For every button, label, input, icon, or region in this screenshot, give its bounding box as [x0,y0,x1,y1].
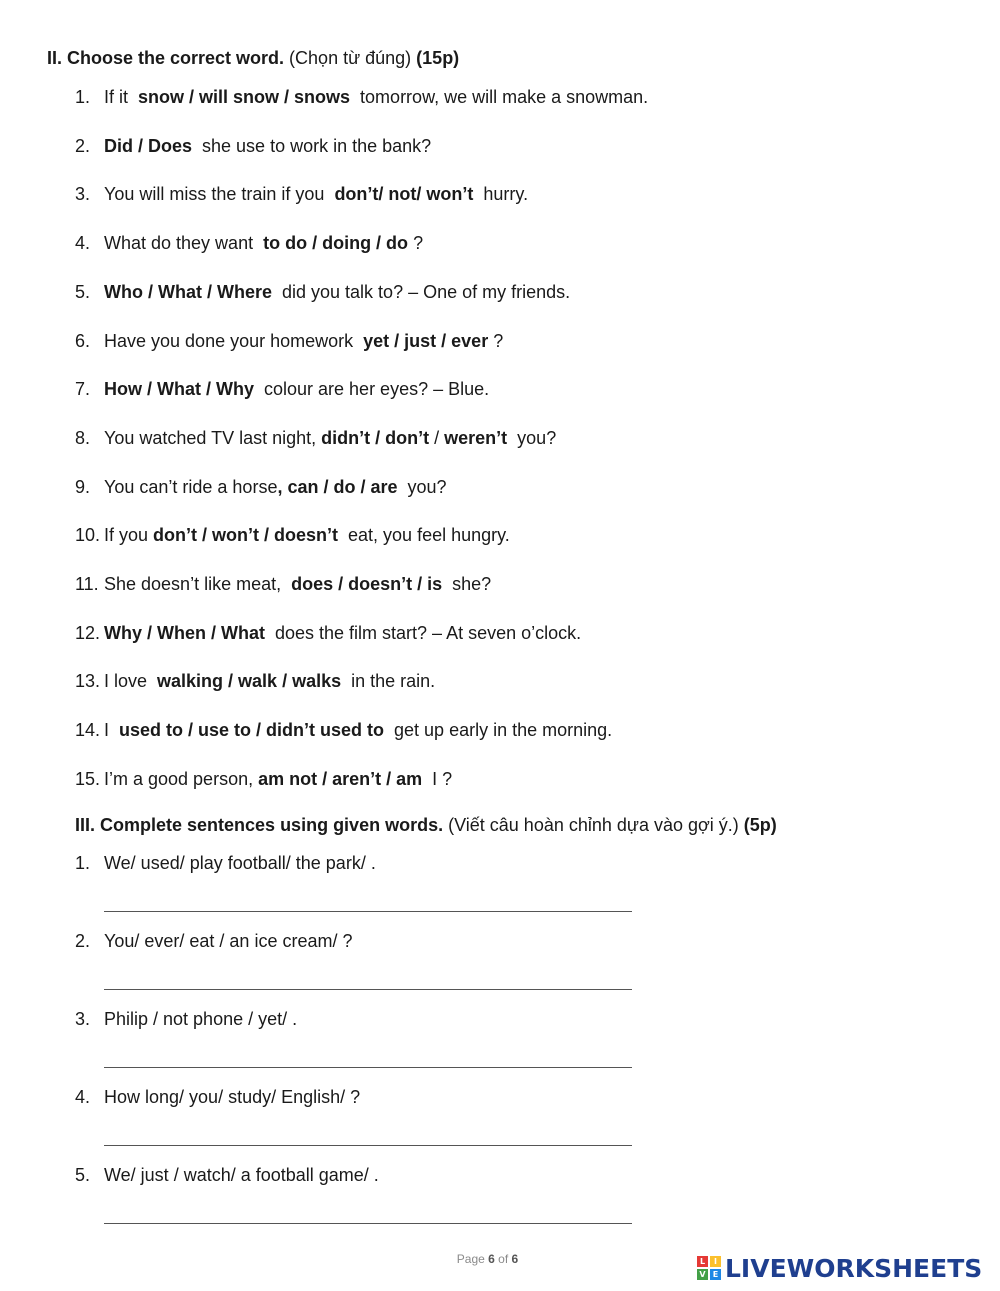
prompt-number: 1. [75,853,91,873]
question-text [104,427,556,449]
page-number: Page 6 of 6 [456,1252,519,1266]
logo-text: LIVEWORKSHEETS [725,1253,983,1283]
question-fragment: ? [488,330,504,351]
question-fragment: colour are her eyes? – Blue. [254,379,490,400]
question-number: 13. [75,671,101,692]
question-fragment: she use to work in the bank? [192,135,432,156]
question-fragment: you? [397,476,447,497]
prompt-text: Philip / not phone / yet/ . [104,1009,298,1029]
question-fragment: get up early in the morning. [384,720,613,741]
prompt-text: We/ used/ play football/ the park/ . [104,853,376,873]
prompt-number: 5. [75,1165,91,1185]
logo-square: I [710,1256,721,1267]
section-2-points: (15p) [416,48,460,68]
question-fragment: does the film start? – At seven o’clock. [264,622,582,643]
question-number: 11. [75,574,99,594]
question-fragment: You watched TV last night, [104,427,322,448]
prompt-number: 4. [75,1087,91,1107]
section-2-title: II. Choose the correct word. [47,48,285,68]
question-number: 15. [75,768,101,789]
question-number: 1. [75,87,91,107]
question-text [104,281,570,303]
question-fragment: tomorrow, we will make a snowman. [350,87,649,107]
prompt-text: How long/ you/ study/ English/ ? [104,1087,361,1107]
question-fragment: What do they want [104,233,264,254]
question-fragment: / [429,427,445,448]
answer-line[interactable] [104,989,632,990]
question-fragment: she? [442,574,492,594]
answer-line[interactable] [104,1223,632,1224]
question-text [104,378,489,400]
question-fragment: in the rain. [341,671,436,692]
answer-options: didn’t / don’t [321,427,430,448]
question-number: 8. [75,427,91,448]
question-fragment: I [104,720,120,741]
question-fragment: I love [104,671,158,692]
question-number: 9. [75,476,91,497]
question-number: 2. [75,135,91,156]
question-text [104,232,423,254]
question-number: 12. [75,622,101,643]
section-3-note: (Viết câu hoàn chỉnh dựa vào gợi ý.) [443,815,744,835]
answer-options: snow / will snow / snows [138,87,351,107]
answer-options: used to / use to / didn’t used to [119,720,385,741]
answer-options: don’t/ not/ won’t [334,184,474,205]
section-3-title: III. Complete sentences using given words. [75,815,444,835]
question-text [104,719,612,741]
question-number: 4. [75,233,91,254]
answer-line[interactable] [104,1145,632,1146]
question-fragment: I ? [422,768,453,789]
section-2-note: (Chọn từ đúng) [284,48,417,68]
answer-options: does / doesn’t / is [291,574,443,594]
question-fragment: did you talk to? – One of my friends. [272,281,571,302]
question-text [104,86,648,108]
logo-mark-icon [697,1256,721,1280]
question-fragment: Have you done your homework [104,330,364,351]
question-text [104,183,528,205]
question-fragment: She doesn’t like meat, [104,574,292,594]
question-fragment: ? [408,233,424,254]
question-text [104,573,491,595]
answer-options: Did / Does [104,135,193,156]
answer-options: Who / What / Where [104,281,272,302]
question-fragment: You will miss the train if you [104,184,335,205]
question-text [104,330,503,352]
logo-square: E [710,1269,721,1280]
question-fragment: You can’t ride a horse [104,476,278,497]
answer-line[interactable] [104,911,632,912]
question-fragment: hurry. [473,184,529,205]
answer-options: , can / do / are [277,476,398,497]
question-fragment: eat, you feel hungry. [338,525,510,546]
section-2-heading [47,48,459,69]
question-fragment: If you [104,525,154,546]
answer-options: weren’t [444,427,508,448]
answer-options: How / What / Why [104,379,254,400]
question-fragment: you? [507,427,557,448]
section-3-points: (5p) [743,815,777,835]
question-text [104,768,452,790]
answer-options: walking / walk / walks [157,671,342,692]
question-number: 14. [75,720,101,741]
prompt-text: You/ ever/ eat / an ice cream/ ? [104,931,353,951]
question-number: 7. [75,379,91,400]
question-text [104,622,581,644]
question-text [104,135,431,157]
question-fragment: I’m a good person, [104,768,259,789]
prompt-number: 3. [75,1009,91,1029]
prompt-text: We/ just / watch/ a football game/ . [104,1165,379,1185]
question-fragment: If it [104,87,139,107]
answer-options: Why / When / What [104,622,265,643]
question-number: 3. [75,184,91,205]
answer-options: am not / aren’t / am [258,768,423,789]
question-number: 5. [75,281,91,302]
answer-options: yet / just / ever [363,330,489,351]
question-text [104,524,510,546]
logo-square: L [697,1256,708,1267]
question-text [104,476,447,498]
answer-line[interactable] [104,1067,632,1068]
answer-options: don’t / won’t / doesn’t [153,525,339,546]
section-3-heading [75,815,777,836]
prompt-number: 2. [75,931,91,951]
answer-options: to do / doing / do [263,233,409,254]
question-text [104,670,435,692]
logo-square: V [697,1269,708,1280]
liveworksheets-logo [697,1253,982,1283]
question-number: 6. [75,330,91,351]
question-number: 10. [75,525,101,546]
